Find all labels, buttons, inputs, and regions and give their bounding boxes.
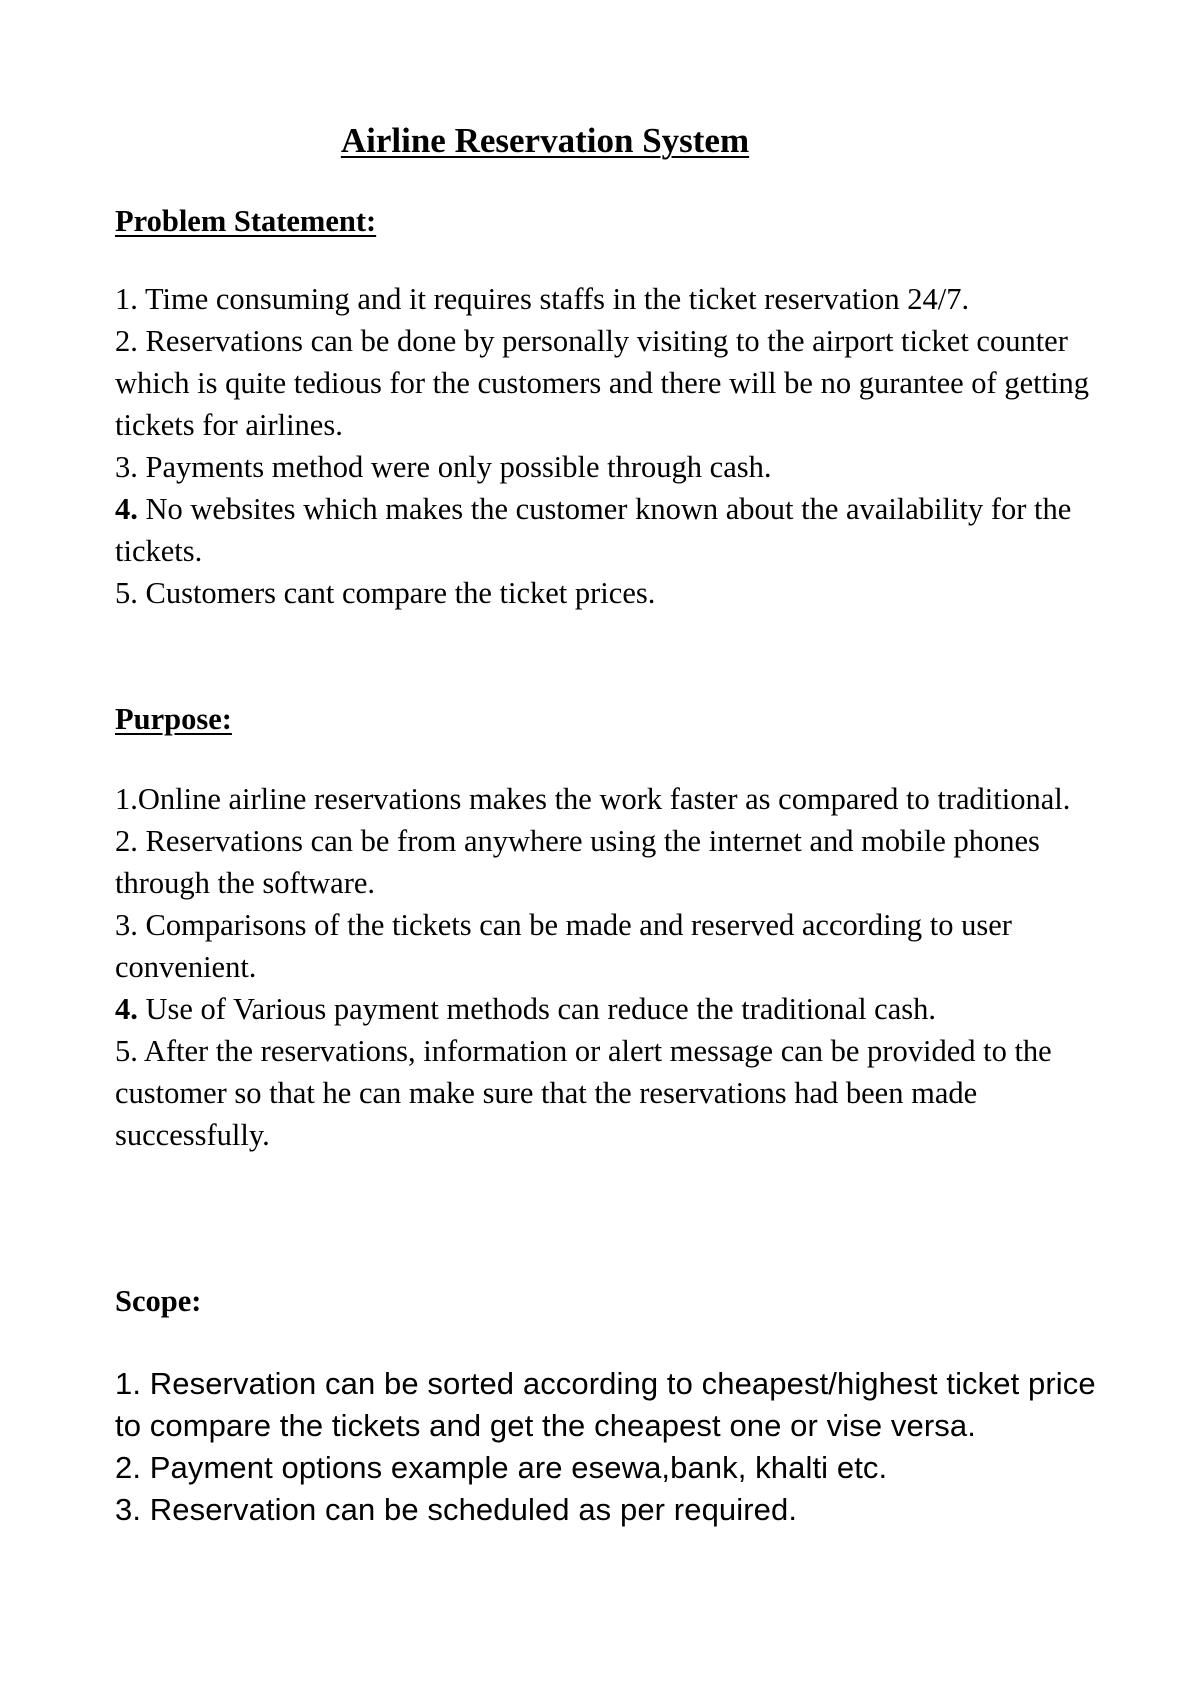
list-item: 4. Use of Various payment methods can reduce the traditional cash. [115, 992, 936, 1026]
list-item: 1.Online airline reservations makes the work faster as compared to traditional. [115, 782, 1071, 816]
list-item: 4. No websites which makes the customer known about the availability for the tickets. [115, 492, 1072, 568]
purpose-list [115, 778, 1115, 1156]
problem-statement-heading: Problem Statement: [115, 204, 377, 238]
list-item: 2. Reservations can be from anywhere using the internet and mobile phones through the software. [115, 824, 1040, 900]
list-item: 1. Time consuming and it requires staffs in the ticket reservation 24/7. [115, 282, 970, 316]
document-title: Airline Reservation System [340, 121, 750, 160]
scope-list [115, 1363, 1115, 1531]
list-item: 5. Customers cant compare the ticket prices. [115, 576, 656, 610]
list-item: 1. Reservation can be sorted according to cheapest/highest ticket price to compare the tickets and get the cheapest one or vise versa. [115, 1366, 1096, 1443]
list-item: 5. After the reservations, information or alert message can be provided to the customer so that he can make sure that the reservations had been made successfully. [115, 1034, 1052, 1152]
scope-heading: Scope: [115, 1284, 202, 1318]
list-item: 3. Comparisons of the tickets can be made and reserved according to user convenient. [115, 908, 1012, 984]
purpose-heading: Purpose: [115, 702, 232, 736]
list-item: 2. Payment options example are esewa,bank, khalti etc. [115, 1450, 888, 1485]
list-item: 3. Reservation can be scheduled as per required. [115, 1492, 798, 1527]
list-item: 2. Reservations can be done by personally visiting to the airport ticket counter which is quite tedious for the customers and there will be no gurantee of getting tickets for airlines. [115, 324, 1090, 442]
problem-statement-list [115, 278, 1115, 614]
list-item: 3. Payments method were only possible through cash. [115, 450, 772, 484]
